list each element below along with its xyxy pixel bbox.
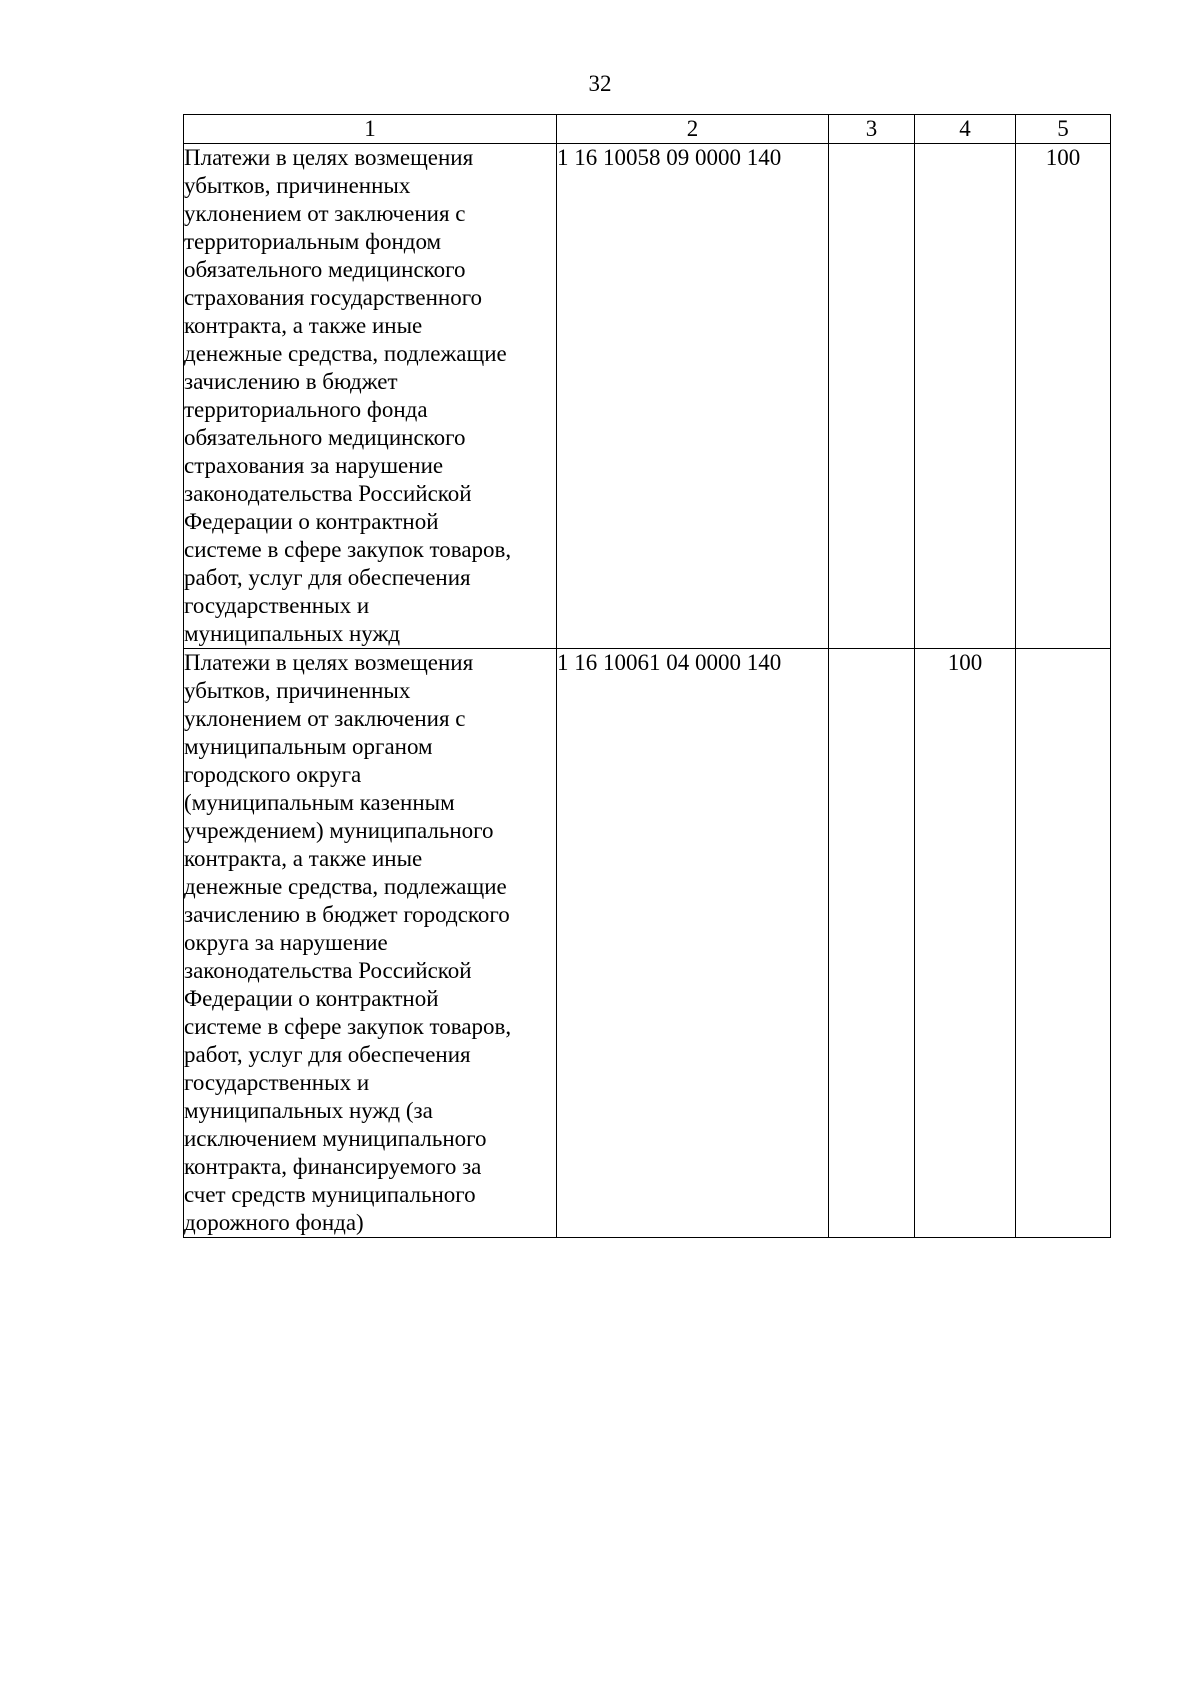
description-line: муниципальных нужд (за bbox=[184, 1098, 433, 1123]
column-5-cell bbox=[1016, 649, 1111, 1238]
description-line: убытков, причиненных bbox=[184, 173, 411, 198]
budget-code-cell: 1 16 10058 09 0000 140 bbox=[557, 144, 829, 649]
description-line: Платежи в целях возмещения bbox=[184, 650, 474, 675]
column-header-3: 3 bbox=[829, 115, 915, 144]
description-line: контракта, а также иные bbox=[184, 313, 423, 338]
description-line: территориальным фондом bbox=[184, 229, 442, 254]
description-line: контракта, финансируемого за bbox=[184, 1154, 482, 1179]
description-line: муниципальным органом bbox=[184, 734, 433, 759]
column-4-cell bbox=[915, 144, 1016, 649]
description-line: Федерации о контрактной bbox=[184, 509, 439, 534]
description-line: дорожного фонда) bbox=[184, 1210, 364, 1235]
description-line: городского округа bbox=[184, 762, 362, 787]
description-line: исключением муниципального bbox=[184, 1126, 487, 1151]
description-line: законодательства Российской bbox=[184, 958, 472, 983]
description-line: обязательного медицинского bbox=[184, 425, 466, 450]
table-row bbox=[184, 649, 1111, 1238]
description-line: уклонением от заключения с bbox=[184, 706, 466, 731]
description-line: государственных и bbox=[184, 593, 370, 618]
column-5-cell: 100 bbox=[1016, 144, 1111, 649]
description-line: страхования государственного bbox=[184, 285, 483, 310]
payment-description-cell bbox=[184, 649, 557, 1238]
budget-code-table bbox=[183, 114, 1111, 1238]
description-line: зачислению в бюджет bbox=[184, 369, 398, 394]
description-line: муниципальных нужд bbox=[184, 621, 401, 646]
page-number: 32 bbox=[588, 71, 612, 96]
description-line: учреждением) муниципального bbox=[184, 818, 494, 843]
description-line: денежные средства, подлежащие bbox=[184, 341, 507, 366]
description-line: счет средств муниципального bbox=[184, 1182, 476, 1207]
description-line: системе в сфере закупок товаров, bbox=[184, 537, 512, 562]
description-line: Федерации о контрактной bbox=[184, 986, 439, 1011]
description-line: работ, услуг для обеспечения bbox=[184, 1042, 471, 1067]
description-line: зачислению в бюджет городского bbox=[184, 902, 510, 927]
column-header-5: 5 bbox=[1016, 115, 1111, 144]
column-header-4: 4 bbox=[915, 115, 1016, 144]
payment-description-cell bbox=[184, 144, 557, 649]
description-line: обязательного медицинского bbox=[184, 257, 466, 282]
column-header-1: 1 bbox=[184, 115, 557, 144]
column-4-cell: 100 bbox=[915, 649, 1016, 1238]
description-line: убытков, причиненных bbox=[184, 678, 411, 703]
description-line: работ, услуг для обеспечения bbox=[184, 565, 471, 590]
column-3-cell bbox=[829, 649, 915, 1238]
table-header-row bbox=[184, 115, 1111, 144]
description-line: контракта, а также иные bbox=[184, 846, 423, 871]
description-line: государственных и bbox=[184, 1070, 370, 1095]
column-3-cell bbox=[829, 144, 915, 649]
description-line: системе в сфере закупок товаров, bbox=[184, 1014, 512, 1039]
description-line: страхования за нарушение bbox=[184, 453, 444, 478]
table-row bbox=[184, 144, 1111, 649]
description-line: законодательства Российской bbox=[184, 481, 472, 506]
description-line: территориального фонда bbox=[184, 397, 428, 422]
description-line: Платежи в целях возмещения bbox=[184, 145, 474, 170]
description-line: (муниципальным казенным bbox=[184, 790, 455, 815]
column-header-2: 2 bbox=[557, 115, 829, 144]
budget-code-cell: 1 16 10061 04 0000 140 bbox=[557, 649, 829, 1238]
description-line: денежные средства, подлежащие bbox=[184, 874, 507, 899]
description-line: округа за нарушение bbox=[184, 930, 388, 955]
description-line: уклонением от заключения с bbox=[184, 201, 466, 226]
